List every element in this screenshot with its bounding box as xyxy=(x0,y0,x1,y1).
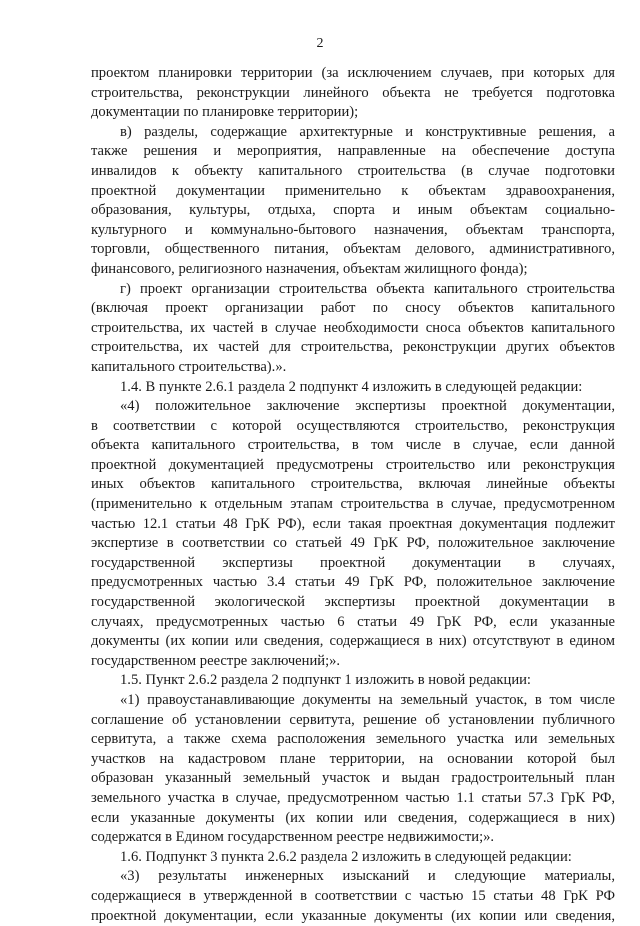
text-line: содержатся в Едином государственном реестре недвижимости;». xyxy=(91,829,495,846)
text-line: государственной экспертизы проектной документации в случаях, xyxy=(91,554,615,571)
text-line: иных объектов капитального строительства, включая линейные объекты xyxy=(91,476,615,493)
text-line: строительства, их частей для строительства, реконструкции других объектов xyxy=(91,339,615,356)
page-number: 2 xyxy=(316,36,324,51)
text-line: проектной документацией предусмотрены строительство или реконструкция xyxy=(91,456,615,473)
text-line: 1.5. Пункт 2.6.2 раздела 2 подпункт 1 изложить в новой редакции: xyxy=(120,672,531,689)
document-body xyxy=(91,64,615,926)
text-line: государственной экологической экспертизы проектной документации в xyxy=(91,594,615,611)
text-line: соглашение об установлении сервитута, решение об установлении публичного xyxy=(91,711,615,728)
text-line: «3) результаты инженерных изысканий и следующие материалы, xyxy=(120,868,615,885)
text-line: инвалидов к объекту капитального строительства (в случае подготовки xyxy=(91,162,615,179)
text-line: финансового, религиозного назначения, объектам жилищного фонда); xyxy=(91,260,528,277)
text-line: проектной документации применительно к объектам здравоохранения, xyxy=(91,182,615,199)
text-line: экспертизе в соответствии со статьей 49 ГрК РФ, положительное заключение xyxy=(91,535,615,552)
text-line: проектом планировки территории (за исключением случаев, при которых для xyxy=(91,65,615,81)
text-line: проектной документации, если указанные документы (их копии или сведения, xyxy=(91,907,615,924)
text-line: культурного и коммунально-бытового назначения, объектам транспорта, xyxy=(91,221,615,238)
text-line: «4) положительное заключение экспертизы проектной документации, xyxy=(120,398,615,415)
text-line: документации по планировке территории); xyxy=(91,104,359,121)
text-line: содержащиеся в утвержденной в соответствии с частью 15 статьи 48 ГрК РФ xyxy=(91,887,615,904)
text-line: строительства, их частей в случае необходимости сноса объектов капитального xyxy=(91,319,615,336)
text-line: 1.6. Подпункт 3 пункта 2.6.2 раздела 2 изложить в следующей редакции: xyxy=(120,848,572,865)
text-line: земельного участка в случае, предусмотренном частью 1.1 статьи 57.3 ГрК РФ, xyxy=(91,789,615,806)
text-line: г) проект организации строительства объекта капитального строительства xyxy=(120,280,615,297)
text-line: случаях, предусмотренных частью 6 статьи 49 ГрК РФ, если указанные xyxy=(91,613,615,630)
text-line: государственном реестре заключений;». xyxy=(91,652,341,669)
text-line: образован указанный земельный участок и выдан градостроительный план xyxy=(91,770,615,787)
text-line: (применительно к отдельным этапам строительства в случае, предусмотренном xyxy=(91,496,615,513)
text-line: образования, культуры, отдыха, спорта и иным объектам социально- xyxy=(91,202,615,219)
text-line: частью 12.1 статьи 48 ГрК РФ), если такая проектная документация подлежит xyxy=(91,515,615,532)
text-line: также решения и мероприятия, направленные на обеспечение доступа xyxy=(91,143,615,160)
text-line: документы (их копии или сведения, содержащиеся в них) отсутствуют в едином xyxy=(91,633,615,650)
text-line: «1) правоустанавливающие документы на земельный участок, в том числе xyxy=(120,692,615,708)
text-line: сервитута, а также схема расположения земельного участка или земельных xyxy=(91,731,615,748)
text-line: торговли, общественного питания, объектам делового, административного, xyxy=(91,241,615,258)
text-line: (включая проект организации работ по сносу объектов капитального xyxy=(91,300,615,317)
text-line: строительства, реконструкции линейного объекта не требуется подготовка xyxy=(91,84,615,101)
text-line: если указанные документы (их копии или сведения, содержащиеся в них) xyxy=(91,809,615,826)
text-line: объекта капитального строительства, в том числе в случае, если данной xyxy=(91,437,615,454)
text-line: в соответствии с которой осуществляются строительство, реконструкция xyxy=(91,417,615,434)
text-line: участков на кадастровом плане территории, на основании которой был xyxy=(91,750,615,767)
text-line: предусмотренных частью 3.4 статьи 49 ГрК РФ, положительное заключение xyxy=(91,574,615,591)
text-line: 1.4. В пункте 2.6.1 раздела 2 подпункт 4 изложить в следующей редакции: xyxy=(120,378,583,395)
text-line: капитального строительства).». xyxy=(91,358,287,375)
text-line: в) разделы, содержащие архитектурные и конструктивные решения, а xyxy=(120,123,615,140)
